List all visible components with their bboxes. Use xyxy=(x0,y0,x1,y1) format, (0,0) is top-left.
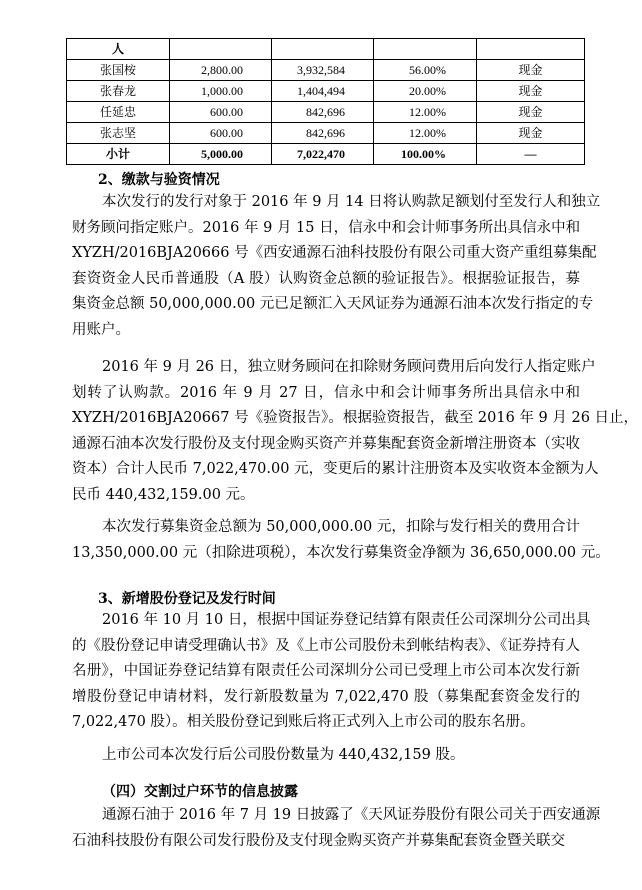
paragraph-line: 划转了认购款。2016 年 9 月 27 日，信永中和会计师事务所出具信永中和 xyxy=(72,384,580,401)
paragraph-line: 名册》，中国证券登记结算有限责任公司深圳分公司已受理上市公司本次发行新 xyxy=(72,663,580,679)
paragraph-transfer xyxy=(72,355,639,508)
subscription-table xyxy=(66,38,585,165)
paragraph-line: 7,022,470 股）。相关股份登记到账后将正式列入上市公司的股东名册。 xyxy=(72,714,535,730)
payment-method-cell: 现金 xyxy=(477,102,585,123)
table-total-row xyxy=(67,144,585,165)
amount-cell: 600.00 xyxy=(170,123,272,144)
shares-cell: 7,022,470 xyxy=(272,144,374,165)
section-heading-disclosure: （四）交割过户环节的信息披露 xyxy=(102,784,298,800)
ratio-cell: 100.00% xyxy=(374,144,477,165)
header-fragment-cell: 人 xyxy=(67,39,170,60)
table-row xyxy=(67,60,585,81)
amount-cell: 2,800.00 xyxy=(170,60,272,81)
subscriber-name-cell: 张春龙 xyxy=(67,81,170,102)
ratio-cell: 12.00% xyxy=(374,123,477,144)
payment-method-cell: 现金 xyxy=(477,60,585,81)
shares-cell: 1,404,494 xyxy=(272,81,374,102)
paragraph-line: 通源石油本次发行股份及支付现金购买资产并募集配套资金新增注册资本（实收 xyxy=(72,435,580,452)
ratio-cell: 56.00% xyxy=(374,60,477,81)
subscriber-name-cell: 张志坚 xyxy=(67,123,170,144)
amount-cell: 600.00 xyxy=(170,102,272,123)
paragraph-payment xyxy=(72,190,601,343)
payment-method-cell: — xyxy=(477,144,585,165)
paragraph-total-shares xyxy=(72,743,580,769)
table-row xyxy=(67,102,585,123)
paragraph-line: 上市公司本次发行后公司股份数量为 440,432,159 股。 xyxy=(102,747,465,763)
shares-cell: 3,932,584 xyxy=(272,60,374,81)
paragraph-line: XYZH/2016BJA20667 号《验资报告》。根据验资报告，截至 2016 年 9 月 26 日止， xyxy=(72,410,639,426)
paragraph-registration xyxy=(72,608,591,736)
paragraph-line: 用账户。 xyxy=(72,321,130,338)
paragraph-line: 13,350,000.00 元（扣除进项税），本次发行募集资金净额为 36,650,000.00 元。 xyxy=(72,544,610,561)
paragraph-line: XYZH/2016BJA20666 号《西安通源石油科技股份有限公司重大资产重组募集配 xyxy=(72,245,597,261)
amount-cell: 5,000.00 xyxy=(170,144,272,165)
paragraph-line: 增股份登记申请材料，发行新股数量为 7,022,470 股（募集配套资金发行的 xyxy=(72,688,580,705)
paragraph-line: 2016 年 10 月 10 日，根据中国证券登记结算有限责任公司深圳分公司出具 xyxy=(102,612,591,628)
paragraph-line: 的《股份登记申请受理确认书》及《上市公司股份未到帐结构表》、《证券持有人 xyxy=(72,637,580,654)
paragraph-line: 2016 年 9 月 26 日，独立财务顾问在扣除财务顾问费用后向发行人指定账户 xyxy=(102,359,596,375)
shares-cell: 842,696 xyxy=(272,102,374,123)
payment-method-cell: 现金 xyxy=(477,81,585,102)
paragraph-line: 本次发行的发行对象于 2016 年 9 月 14 日将认购款足额划付至发行人和独立 xyxy=(102,194,601,210)
payment-method-cell: 现金 xyxy=(477,123,585,144)
section-heading-payment-verification: 2、缴款与验资情况 xyxy=(98,172,220,188)
table-row xyxy=(67,123,585,144)
ratio-cell: 20.00% xyxy=(374,81,477,102)
paragraph-line: 财务顾问指定账户。2016 年 9 月 15 日，信永中和会计师事务所出具信永中和 xyxy=(72,219,581,236)
paragraph-line: 集资金总额 50,000,000.00 元已足额汇入天风证券为通源石油本次发行指定的专 xyxy=(72,296,594,312)
paragraph-line: 通源石油于 2016 年 7 月 19 日披露了《天风证券股份有限公司关于西安通源 xyxy=(102,807,601,823)
subscriber-name-cell: 小计 xyxy=(67,144,170,165)
table-header-fragment-row xyxy=(67,39,585,60)
amount-cell: 1,000.00 xyxy=(170,81,272,102)
paragraph-line: 套资资金人民币普通股（A 股）认购资金总额的验证报告》。根据验证报告，募 xyxy=(72,270,580,287)
paragraph-line: 本次发行募集资金总额为 50,000,000.00 元，扣除与发行相关的费用合计 xyxy=(102,519,580,535)
paragraph-disclosure xyxy=(72,803,601,854)
paragraph-line: 资本）合计人民币 7,022,470.00 元，变更后的累计注册资本及实收资本金额为人 xyxy=(72,461,599,477)
paragraph-line: 民币 440,432,159.00 元。 xyxy=(72,486,255,503)
shares-cell: 842,696 xyxy=(272,123,374,144)
subscriber-name-cell: 张国桉 xyxy=(67,60,170,81)
table-row xyxy=(67,81,585,102)
ratio-cell: 12.00% xyxy=(374,102,477,123)
paragraph-line: 石油科技股份有限公司发行股份及支付现金购买资产并募集配套资金暨关联交 xyxy=(72,832,565,849)
section-heading-share-registration: 3、新增股份登记及发行时间 xyxy=(98,591,276,607)
paragraph-net-proceeds xyxy=(72,515,610,566)
subscriber-name-cell: 任延忠 xyxy=(67,102,170,123)
